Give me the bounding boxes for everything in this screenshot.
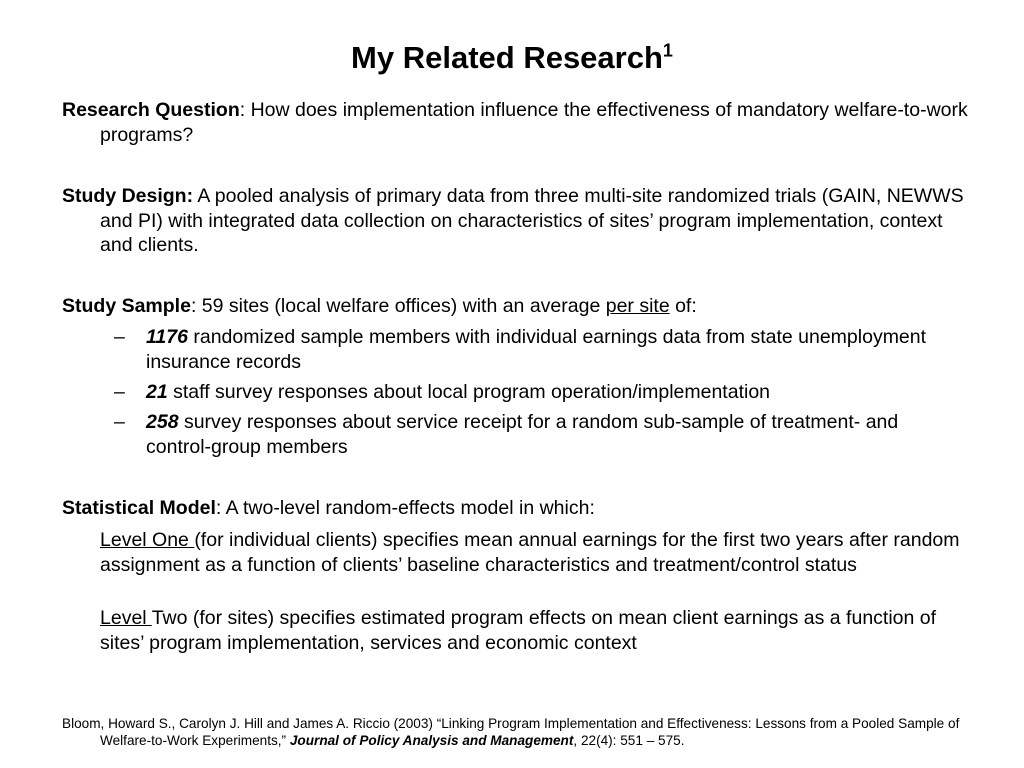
citation-text: Bloom, Howard S., Carolyn J. Hill and James A. Riccio (2003) “Linking Program Implementation and Effectiveness: Lessons from a Pooled Sample of Welfare-to-Work Experiments,” [62,716,960,748]
level-two [100,606,970,655]
research-question [62,98,972,147]
slide-title [0,40,1024,76]
sample-item [116,410,966,459]
per-site-underlined: per site [605,295,670,317]
dash-bullet: – [114,381,125,403]
sample-item-text: staff survey responses about local program operation/implementation [167,381,771,403]
sample-item [116,380,966,405]
research-question-text: : How does implementation influence the effectiveness of mandatory welfare-to-work programs? [100,99,968,146]
sample-item [116,325,966,374]
statistical-model-block [62,496,972,521]
research-question-label: Research Question [62,99,240,121]
sample-count: 1176 [146,326,188,348]
study-sample-label: Study Sample [62,295,191,317]
study-sample [62,294,972,319]
title-footnote-marker: 1 [662,40,673,61]
level-one-label: Level One [100,529,195,551]
study-sample-block [62,294,972,319]
title-text: My Related Research [351,40,663,75]
research-question-block [62,98,972,147]
study-design-text: A pooled analysis of primary data from three multi-site randomized trials (GAIN, NEWWS and PI) with integrated data collection on characteristics of sites’ program implementation, context and clients. [100,185,964,256]
sample-item-text: survey responses about service receipt for a random sub-sample of treatment- and control-group members [146,411,899,458]
sample-item-text: randomized sample members with individual earnings data from state unemployment insurance records [146,326,927,373]
level-two-label: Level [100,607,152,629]
study-design-label: Study Design: [62,185,194,207]
study-sample-text: : 59 sites (local welfare offices) with an average [190,295,606,317]
study-design [62,184,972,258]
level-one [100,528,970,577]
sample-count: 21 [146,381,168,403]
citation-end: , 22(4): 551 – 575. [573,733,685,748]
dash-bullet: – [114,326,125,348]
statistical-model-text: : A two-level random-effects model in which: [215,497,595,519]
study-design-block [62,184,972,258]
statistical-model [62,496,972,521]
statistical-model-label: Statistical Model [62,497,216,519]
footnote-citation [62,715,1000,749]
dash-bullet: – [114,411,125,433]
level-one-text: (for individual clients) specifies mean annual earnings for the first two years after random assignment as a function of clients’ baseline characteristics and treatment/control status [100,529,960,576]
journal-name: Journal of Policy Analysis and Management [289,733,574,748]
level-two-text: Two (for sites) specifies estimated program effects on mean client earnings as a function of sites’ program implementation, services and economic context [100,607,937,654]
study-sample-text-end: of: [669,295,697,317]
sample-count: 258 [146,411,179,433]
